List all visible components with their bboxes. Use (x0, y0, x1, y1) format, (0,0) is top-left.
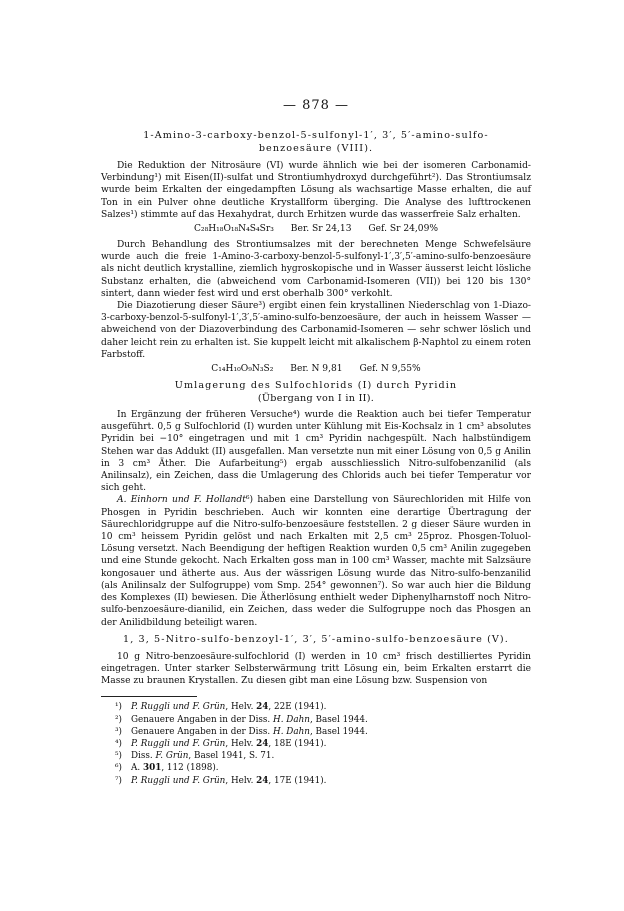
footnote-4: ⁴) P. Ruggli und F. Grün, Helv. 24, 18E (1941). (115, 738, 327, 749)
formula: C₁₄H₁₀O₉N₃S₂ (211, 364, 274, 375)
footnote-5: ⁵) Diss. F. Grün, Basel 1941, S. 71. (115, 751, 275, 762)
heading-subline: (Übergang von I in II). (257, 393, 375, 405)
footnote-6: ⁶) A. 301, 112 (1898). (115, 763, 219, 774)
heading-line: Umlagerung des Sulfochlorids (I) durch Pyridin (174, 380, 458, 392)
formula-calculated: Ber. Sr 24,13 (290, 224, 352, 235)
page-content (101, 98, 531, 787)
formula-found: Gef. Sr 24,09% (368, 224, 439, 235)
footnotes (101, 701, 531, 786)
footnote-7: ⁷) P. Ruggli und F. Grün, Helv. 24, 17E (1941). (115, 775, 327, 786)
heading-line: benzoesäure (VIII). (258, 143, 374, 154)
paragraph-phosgene-text: ⁶) haben eine Darstellung von Säurechloriden mit Hilfe von Phosgen in Pyridin beschrieben. Auch wir konnten eine derartige Übertragung der Säurechloridgruppe auf die Nitro-sulfo-benzoesäure feststellen. 2 g dieser Säure wurden in 10 cm³ heissem Pyridin gelöst und nach Erkalten mit 2,5 cm³ 25proz. Phosgen-Toluol-Lösung versetzt. Nach Beendigung der heftigen Reaktion wurden 0,5 cm³ Anilin zugegeben und eine Stunde gekocht. Nach Erkalten goss man in 100 cm³ Wasser, machte mit Salzsäure kongosauer und ätherte aus. Aus der wässrigen Lösung wurde das Nitro-sulfo-benzanilid (als Anilinsalz der Sulfogruppe) vom Smp. 254° gewonnen⁷). So war auch hier die Bildung des Komplexes (II) bewiesen. Die Ätherlösung enthielt weder Diphenylharnstoff noch Nitro-sulfo-benzoesäure-dianilid, ein Zeichen, dass weder die Sulfogruppe noch das Phosgen an der Anilidbildung beteiligt waren. (101, 495, 531, 628)
authors-einhorn-hollandt: A. Einhorn und F. Hollandt (117, 495, 246, 506)
paragraph-nitro-sulfo: 10 g Nitro-benzoesäure-sulfochlorid (I) werden in 10 cm³ frisch destilliertes Pyridin eingetragen. Unter starker Selbsterwärmung tritt Lösung ein, beim Erkalten erstarrt die Masse zu braunen Krystallen. Zu diesen gibt man eine Lösung bzw. Suspension von (101, 651, 531, 687)
paragraph-reduction: Die Reduktion der Nitrosäure (VI) wurde ähnlich wie bei der isomeren Carbonamid-Verbindung¹) mit Eisen(II)-sulfat und Strontiumhydroxyd durchgeführt²). Das Strontiumsalz wurde beim Erkalten der eingedampften Lösung als wachsartige Masse erhalten, die auf Ton in ein Pulver ohne deutliche Krystallform überging. Die Analyse des lufttrockenen Salzes¹) stimmte auf das Hexahydrat, durch Erhitzen wurde das wasserfreie Salz erhalten. (101, 161, 531, 220)
formula-found: Gef. N 9,55% (359, 364, 421, 375)
section-heading-umlagerung (101, 379, 531, 405)
page-number: — 878 — (282, 98, 350, 113)
analysis-formula-strontium (101, 223, 531, 236)
footnote-divider (101, 696, 197, 697)
section-heading-nitro-sulfo: 1, 3, 5-Nitro-sulfo-benzoyl-1′, 3′, 5′-amino-sulfo-benzoesäure (V). (123, 633, 509, 645)
paragraph-free-acid: Durch Behandlung des Strontiumsalzes mit der berechneten Menge Schwefelsäure wurde auch die freie 1-Amino-3-carboxy-benzol-5-sulfonyl-1′,3′,5′-amino-sulfo-benzoesäure als nicht deutlich krystalline, ziemlich hygroskopische und in Wasser äusserst leicht lösliche Substanz erhalten, die (abweichend vom Carbonamid-Isomeren (VII)) bei 120 bis 130° sintert, dann wieder fest wird und erst oberhalb 300° verkohlt. (101, 240, 531, 299)
paragraph-phosgene (101, 494, 531, 628)
formula-calculated: Ber. N 9,81 (290, 364, 343, 375)
footnote-2: ²) Genauere Angaben in der Diss. H. Dahn, Basel 1944. (115, 714, 368, 725)
analysis-formula-nitrogen (101, 363, 531, 376)
heading-line: 1-Amino-3-carboxy-benzol-5-sulfonyl-1′, 3′, 5′-amino-sulfo- (143, 130, 489, 141)
footnote-3: ³) Genauere Angaben in der Diss. H. Dahn, Basel 1944. (115, 726, 368, 737)
paragraph-low-temperature: In Ergänzung der früheren Versuche⁴) wurde die Reaktion auch bei tiefer Temperatur ausgeführt. 0,5 g Sulfochlorid (I) wurden unter Kühlung mit Eis-Kochsalz in 1 cm³ absolutes Pyridin bei −10° eingetragen und mit 1 cm³ Pyridin nachgespült. Nach halbstündigem Stehen war das Addukt (II) ausgefallen. Man versetzte nun mit einer Lösung von 0,5 g Anilin in 3 cm³ Äther. Die Aufarbeitung⁵) ergab ausschliesslich Nitro-sulfobenzanilid (als Anilinsalz), ein Zeichen, dass die Umlagerung des Chlorids auch bei tiefer Temperatur vor sich geht. (101, 410, 531, 494)
section-heading-amino-carboxy (101, 129, 531, 155)
footnote-1: ¹) P. Ruggli und F. Grün, Helv. 24, 22E (1941). (115, 702, 327, 713)
formula: C₂₈H₁₈O₁₈N₄S₄Sr₃ (193, 224, 274, 235)
paragraph-diazotization: Die Diazotierung dieser Säure³) ergibt einen fein krystallinen Niederschlag von 1-Diazo-3-carboxy-benzol-5-sulfonyl-1′,3′,5′-amino-sulfo-benzoesäure, der auch in heissem Wasser — abweichend von der Diazoverbindung des Carbonamid-Isomeren — sehr schwer löslich und daher leicht rein zu erhalten ist. Sie kuppelt leicht mit alkalischem β-Naphtol zu einem roten Farbstoff. (101, 301, 531, 360)
